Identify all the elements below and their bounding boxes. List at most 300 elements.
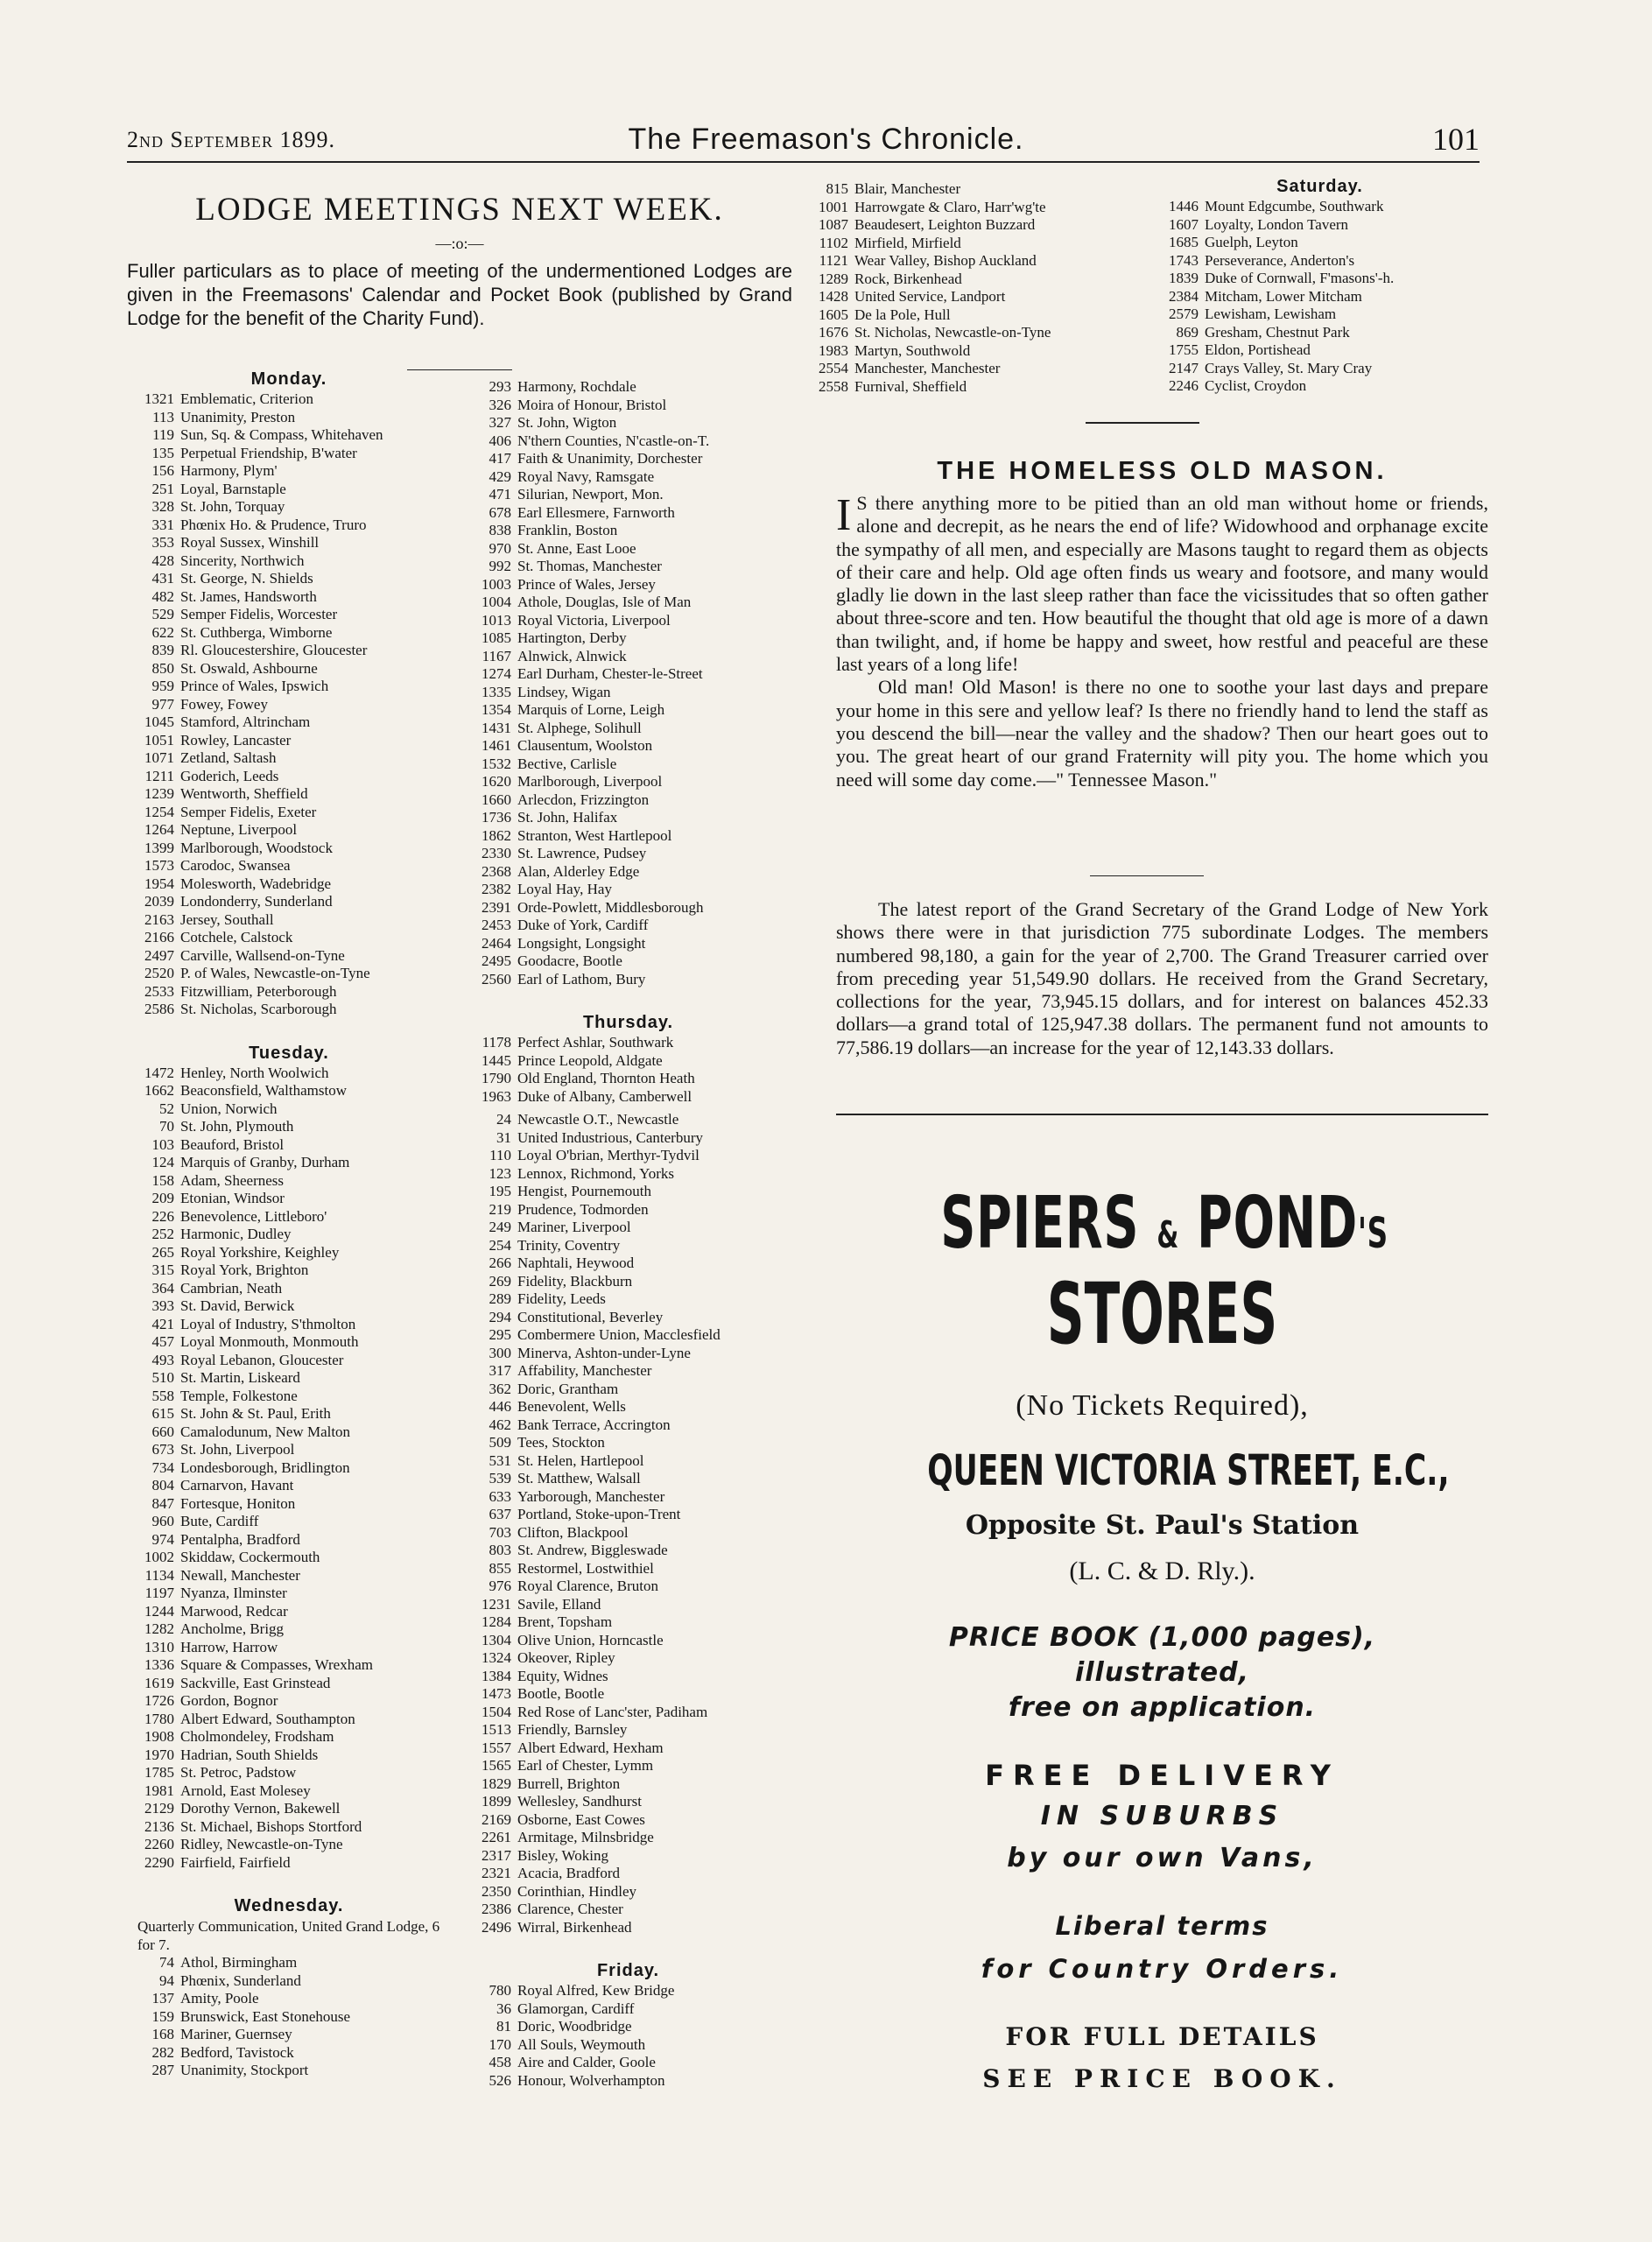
lodge-name: Royal York, Brighton — [180, 1262, 309, 1278]
lodge-number: 252 — [151, 1226, 174, 1242]
lodge-entry — [464, 2072, 792, 2091]
lodge-name: Marquis of Granby, Durham — [180, 1154, 350, 1170]
lodge-number: 113 — [152, 408, 174, 425]
lodge-entry — [464, 1070, 792, 1088]
lodge-entry — [127, 426, 451, 445]
lodge-entry — [464, 1721, 792, 1739]
lodge-name: Newall, Manchester — [180, 1566, 300, 1584]
lodge-name: Goodacre, Bootle — [517, 952, 622, 969]
lodge-name: Pentalpha, Bradford — [180, 1530, 300, 1548]
lodge-entry — [127, 768, 451, 786]
lodge-number: 1862 — [482, 826, 511, 844]
lodge-number: 2129 — [144, 1800, 174, 1817]
lodge-entry — [127, 1423, 451, 1442]
lodge-name: Zetland, Saltash — [180, 749, 277, 766]
lodge-entry — [464, 791, 792, 810]
lodge-entry — [464, 809, 792, 827]
lodge-number: 393 — [151, 1297, 174, 1314]
lodge-name: St. Nicholas, Newcastle-on-Tyne — [854, 324, 1051, 341]
lodge-name: Glamorgan, Cardiff — [517, 2000, 635, 2017]
lodge-name: Amity, Poole — [180, 1990, 259, 2007]
lodge-number: 317 — [489, 1362, 511, 1379]
lodge-number: 1211 — [144, 767, 174, 784]
lodge-number: 156 — [151, 462, 174, 479]
lodge-name: Earl Ellesmere, Farnworth — [517, 503, 675, 521]
advert-opposite: Opposite St. Paul's Station — [965, 1510, 1360, 1541]
lodge-number: 417 — [489, 450, 511, 467]
lodge-entry — [464, 1488, 792, 1507]
lodge-entry — [464, 773, 792, 791]
lodge-number: 2166 — [144, 929, 174, 945]
lodge-name: Etonian, Windsor — [180, 1190, 285, 1206]
lodge-name: Beauford, Bristol — [180, 1135, 285, 1153]
lodge-entry — [464, 1649, 792, 1668]
lodge-name: Lewisham, Lewisham — [1205, 306, 1337, 322]
lodge-number: 1399 — [144, 839, 174, 856]
lodge-entry — [127, 965, 451, 983]
lodge-entry — [127, 821, 451, 840]
lodge-number: 1472 — [144, 1064, 174, 1081]
lodge-name: Albert Edward, Hexham — [517, 1739, 664, 1756]
lodge-name: St. John & St. Paul, Erith — [180, 1405, 331, 1422]
lodge-number: 295 — [489, 1326, 511, 1343]
lodge-number: 1963 — [482, 1087, 511, 1105]
lodge-name: Goderich, Leeds — [180, 767, 279, 784]
lodge-number: 974 — [151, 1530, 174, 1548]
lodge-entry — [127, 1513, 451, 1531]
lodge-name: Combermere Union, Macclesfield — [517, 1326, 721, 1343]
lodge-name: Harmony, Rochdale — [517, 378, 636, 395]
lodge-entry — [127, 678, 451, 696]
lodge-entry — [127, 1747, 451, 1765]
lodge-entry — [127, 1954, 451, 1972]
lodge-name: Emblematic, Criterion — [180, 390, 314, 407]
lodge-name: Unanimity, Stockport — [180, 2062, 309, 2078]
lodge-name: Orde-Powlett, Middlesborough — [517, 898, 704, 916]
lodge-number: 1085 — [482, 629, 511, 646]
lodge-entry — [464, 1052, 792, 1071]
lodge-number: 2384 — [1169, 287, 1199, 305]
lodge-number: 1446 — [1169, 198, 1199, 214]
advert-free-application: free on application. — [1008, 1692, 1317, 1723]
lodge-number: 1685 — [1169, 234, 1199, 250]
lodge-number: 2497 — [144, 946, 174, 964]
lodge-name: Lindsey, Wigan — [517, 683, 611, 700]
lodge-entry — [464, 1847, 792, 1866]
lodge-number: 2350 — [482, 1882, 511, 1900]
lodge-name: Royal Clarence, Bruton — [517, 1578, 658, 1594]
lodge-number: 2464 — [482, 934, 511, 952]
lodge-name: Benevolent, Wells — [517, 1398, 626, 1415]
lodge-number: 1071 — [144, 749, 174, 766]
lodge-number: 1513 — [482, 1721, 511, 1738]
lodge-number: 1662 — [144, 1082, 174, 1099]
lodge-number: 362 — [489, 1380, 511, 1397]
lodge-number: 1045 — [144, 713, 174, 730]
lodge-name: Harmonic, Dudley — [180, 1226, 292, 1242]
lodge-number: 326 — [489, 396, 511, 413]
lodge-entry — [1151, 360, 1488, 378]
lodge-number: 81 — [496, 2018, 511, 2035]
lodge-name: Osborne, East Cowes — [517, 1810, 645, 1828]
lodge-name: Mariner, Liverpool — [517, 1219, 631, 1235]
lodge-number: 2560 — [482, 970, 511, 987]
lodge-entry — [127, 552, 451, 571]
lodge-name: Cambrian, Neath — [180, 1279, 283, 1297]
lodge-entry — [464, 1452, 792, 1471]
lodge-name: Royal Lebanon, Gloucester — [180, 1351, 344, 1368]
lodge-number: 1970 — [144, 1746, 174, 1763]
lodge-name: Aire and Calder, Goole — [517, 2054, 656, 2070]
lodge-name: Duke of York, Cardiff — [517, 917, 649, 933]
lodge-entry — [127, 1603, 451, 1621]
lodge-number: 1264 — [144, 821, 174, 838]
lodge-name: Stamford, Altrincham — [180, 713, 311, 730]
lodge-number: 251 — [151, 480, 174, 497]
lodge-entry — [1151, 216, 1488, 235]
lodge-name: Longsight, Longsight — [517, 934, 646, 952]
lodge-number: 482 — [151, 587, 174, 605]
lodge-entry — [127, 875, 451, 894]
lodge-entry — [1151, 252, 1488, 271]
lodge-name: Benevolence, Littleboro' — [180, 1207, 327, 1225]
lodge-name: Prince of Wales, Ipswich — [180, 678, 329, 694]
lodge-entry — [464, 1632, 792, 1650]
lodge-name: St. Lawrence, Pudsey — [517, 845, 647, 861]
lodge-number: 493 — [151, 1351, 174, 1368]
lodge-entry — [127, 749, 451, 768]
lodge-entry — [127, 947, 451, 966]
lodge-entry — [464, 1596, 792, 1614]
lodge-number: 637 — [489, 1506, 511, 1522]
lodge-name: Bute, Cardiff — [180, 1513, 259, 1529]
lodge-entry — [127, 445, 451, 463]
lodge-number: 1743 — [1169, 251, 1199, 269]
issue-date: 2nd September 1899. — [127, 127, 335, 152]
lodge-number: 2520 — [144, 965, 174, 981]
lodge-name: Marlborough, Liverpool — [517, 773, 663, 790]
lodge-number: 266 — [489, 1255, 511, 1271]
lodge-entry — [127, 534, 451, 552]
lodge-name: Mirfield, Mirfield — [854, 234, 961, 251]
lodge-name: Phœnix Ho. & Prudence, Truro — [180, 516, 367, 533]
friday-list — [464, 1982, 792, 2090]
lodge-entry — [464, 576, 792, 594]
lodge-number: 2554 — [819, 360, 848, 376]
lodge-name: Bootle, Bootle — [517, 1685, 605, 1702]
lodge-number: 1244 — [144, 1602, 174, 1620]
lodge-number: 1445 — [482, 1051, 511, 1069]
lodge-entry — [801, 271, 1142, 289]
lodge-entry — [127, 1764, 451, 1782]
lodge-name: St. John, Wigton — [517, 414, 617, 431]
section-divider: —:o:— — [435, 235, 484, 252]
lodge-name: Wentworth, Sheffield — [180, 785, 308, 802]
lodge-entry — [464, 1255, 792, 1273]
lodge-entry — [127, 1477, 451, 1495]
lodge-name: St. Anne, East Looe — [517, 539, 636, 557]
lodge-number: 1780 — [144, 1710, 174, 1727]
lodge-name: Harrow, Harrow — [180, 1638, 278, 1655]
lodge-name: St. Michael, Bishops Stortford — [180, 1817, 362, 1835]
lodge-entry — [127, 624, 451, 643]
article-title: THE HOMELESS OLD MASON. — [937, 457, 1388, 485]
lodge-name: Nyanza, Ilminster — [180, 1585, 287, 1601]
lodge-name: Unanimity, Preston — [180, 408, 296, 425]
header-rule — [127, 161, 1480, 163]
lodge-entry — [464, 1290, 792, 1309]
lodge-entry — [464, 2018, 792, 2036]
lodge-name: Jersey, Southall — [180, 910, 274, 928]
lodge-entry — [127, 1495, 451, 1514]
lodge-name: Londesborough, Bridlington — [180, 1458, 350, 1476]
lodge-name: Royal Navy, Ramsgate — [517, 467, 655, 485]
lodge-entry — [127, 606, 451, 624]
lodge-entry — [464, 1201, 792, 1219]
lodge-name: Loyal Hay, Hay — [517, 881, 612, 897]
lodge-number: 1002 — [144, 1549, 174, 1565]
lodge-number: 2317 — [482, 1846, 511, 1864]
lodge-entry — [127, 1244, 451, 1262]
lodge-entry — [127, 1388, 451, 1406]
lodge-number: 539 — [489, 1470, 511, 1486]
lodge-name: Camalodunum, New Malton — [180, 1423, 351, 1440]
lodge-entry — [127, 1836, 451, 1854]
lodge-name: Ancholme, Brigg — [180, 1620, 285, 1637]
lodge-number: 135 — [151, 444, 174, 461]
lodge-name: Friendly, Barnsley — [517, 1721, 628, 1738]
lodge-name: Mount Edgcumbe, Southwark — [1205, 198, 1384, 214]
lodge-number: 2169 — [482, 1810, 511, 1828]
lodge-number: 2039 — [144, 893, 174, 910]
lodge-number: 2163 — [144, 910, 174, 928]
lodge-entry — [127, 660, 451, 678]
lodge-name: Prince Leopold, Aldgate — [517, 1051, 663, 1069]
lodge-entry — [127, 1280, 451, 1298]
lodge-entry — [801, 252, 1142, 271]
lodge-number: 1785 — [144, 1764, 174, 1781]
lodge-number: 158 — [151, 1171, 174, 1189]
lodge-name: Bank Terrace, Accrington — [517, 1416, 671, 1433]
lodge-name: St. Helen, Hartlepool — [517, 1451, 644, 1469]
lodge-name: Perpetual Friendship, B'water — [180, 444, 357, 461]
lodge-name: Lennox, Richmond, Yorks — [517, 1164, 674, 1182]
lodge-entry — [1151, 341, 1488, 360]
lodge-number: 74 — [159, 1954, 174, 1971]
lodge-entry — [464, 863, 792, 882]
lodge-name: Fairfield, Fairfield — [180, 1853, 291, 1871]
lodge-entry — [464, 971, 792, 989]
lodge-entry — [464, 737, 792, 756]
lodge-number: 52 — [159, 1100, 174, 1117]
lodge-name: Marwood, Redcar — [180, 1602, 288, 1620]
lodge-number: 2579 — [1169, 306, 1199, 322]
lodge-entry — [127, 390, 451, 409]
lodge-entry — [464, 917, 792, 935]
lodge-name: Sun, Sq. & Compass, Whitehaven — [180, 426, 383, 443]
lodge-entry — [127, 1001, 451, 1019]
lodge-name: St. John, Plymouth — [180, 1118, 294, 1135]
lodge-number: 406 — [489, 432, 511, 449]
lodge-name: All Souls, Weymouth — [517, 2035, 646, 2053]
thursday-list — [464, 1034, 792, 1106]
lodge-number: 1178 — [482, 1034, 511, 1051]
lodge-number: 673 — [151, 1441, 174, 1458]
lodge-name: Wear Valley, Bishop Auckland — [854, 252, 1037, 269]
lodge-entry — [801, 199, 1142, 217]
lodge-number: 526 — [489, 2071, 511, 2089]
lodge-name: Square & Compasses, Wrexham — [180, 1656, 373, 1673]
lodge-entry — [127, 1208, 451, 1226]
lodge-number: 803 — [489, 1542, 511, 1558]
lodge-name: Carodoc, Swansea — [180, 857, 291, 874]
lodge-number: 2261 — [482, 1829, 511, 1845]
lodge-column-d — [1151, 175, 1488, 396]
lodge-name: Affability, Manchester — [517, 1362, 652, 1379]
lodge-number: 1282 — [144, 1620, 174, 1637]
lodge-entry — [464, 935, 792, 953]
lodge-number: 1289 — [819, 270, 848, 287]
lodge-number: 855 — [489, 1559, 511, 1577]
lodge-name: Guelph, Leyton — [1205, 234, 1298, 250]
lodge-entry — [127, 1972, 451, 1991]
advert-top-rule — [836, 1114, 1488, 1115]
lodge-name: N'thern Counties, N'castle-on-T. — [517, 432, 710, 449]
lodge-name: Perseverance, Anderton's — [1205, 251, 1355, 269]
lodge-entry — [464, 899, 792, 917]
lists-rule — [1086, 422, 1199, 424]
lodge-entry — [464, 1326, 792, 1345]
lodge-entry — [464, 612, 792, 630]
lodge-number: 1619 — [144, 1674, 174, 1691]
lodge-name: Fowey, Fowey — [180, 695, 268, 713]
lodge-name: Bisley, Woking — [517, 1846, 608, 1864]
lodge-name: Arnold, East Molesey — [180, 1782, 311, 1799]
lodge-entry — [464, 648, 792, 666]
advert-stores: STORES — [1046, 1265, 1278, 1363]
lodge-number: 24 — [496, 1111, 511, 1128]
lodge-entry — [127, 1800, 451, 1818]
lodge-name: St. Oswald, Ashbourne — [180, 659, 318, 677]
lodge-name: Prince of Wales, Jersey — [517, 575, 656, 593]
lodge-name: Savile, Elland — [517, 1595, 601, 1613]
lodge-entry — [127, 2026, 451, 2044]
lodge-number: 1829 — [482, 1775, 511, 1792]
lodge-name: Loyal O'brian, Merthyr-Tydvil — [517, 1147, 699, 1163]
lodge-name: Gordon, Bognor — [180, 1692, 278, 1709]
page-number: 101 — [1432, 122, 1480, 157]
lodge-number: 2495 — [482, 952, 511, 969]
lodge-number: 678 — [489, 503, 511, 521]
lodge-entry — [127, 498, 451, 517]
lodge-entry — [127, 481, 451, 499]
lodge-entry — [464, 1165, 792, 1184]
lodge-entry — [127, 1459, 451, 1478]
lodge-number: 1231 — [482, 1595, 511, 1613]
lodge-name: St. Petroc, Padstow — [180, 1764, 297, 1781]
lodge-entry — [464, 1811, 792, 1830]
lodge-number: 622 — [151, 623, 174, 641]
lodge-number: 1335 — [482, 683, 511, 700]
lodge-entry — [464, 2054, 792, 2072]
wednesday-list-b — [464, 1111, 792, 1936]
lodge-number: 509 — [489, 1434, 511, 1451]
lodge-number: 633 — [489, 1487, 511, 1505]
lodge-entry — [464, 1147, 792, 1165]
lodge-entry — [464, 1578, 792, 1596]
lodge-name: Bedford, Tavistock — [180, 2043, 294, 2061]
day-heading-thursday: Thursday. — [582, 1013, 674, 1032]
lodge-entry — [801, 216, 1142, 235]
lodge-number: 959 — [151, 678, 174, 694]
lodge-entry — [464, 827, 792, 846]
lodge-name: Cyclist, Croydon — [1205, 377, 1307, 394]
advert-own-vans: by our own Vans, — [1007, 1843, 1318, 1873]
lodge-number: 1473 — [482, 1685, 511, 1702]
lodge-name: St. Martin, Liskeard — [180, 1369, 300, 1386]
lodge-number: 2586 — [144, 1001, 174, 1017]
lodge-name: Marlborough, Woodstock — [180, 839, 333, 856]
lodge-name: Carnarvon, Havant — [180, 1477, 294, 1493]
lodge-number: 660 — [151, 1423, 174, 1440]
lodge-entry — [464, 397, 792, 415]
monday-list-continued — [464, 378, 792, 988]
lodge-name: Brunswick, East Stonehouse — [180, 2007, 351, 2025]
lodge-number: 960 — [151, 1513, 174, 1529]
lodge-entry — [127, 785, 451, 804]
lodge-number: 315 — [151, 1262, 174, 1278]
lodge-entry — [127, 1136, 451, 1155]
advert-liberal-terms: Liberal terms — [1055, 1911, 1269, 1941]
lodge-number: 734 — [151, 1458, 174, 1476]
lodge-name: Loyal Monmouth, Monmouth — [180, 1333, 359, 1350]
day-heading-saturday: Saturday. — [1276, 177, 1363, 196]
lodge-name: Rl. Gloucestershire, Gloucester — [180, 642, 368, 658]
lodge-entry — [127, 462, 451, 481]
lodge-number: 249 — [489, 1219, 511, 1235]
lodge-number: 1003 — [482, 575, 511, 593]
lodge-entry — [127, 1818, 451, 1837]
wednesday-note: Quarterly Communication, United Grand Lodge, 6 for 7. — [137, 1918, 440, 1953]
lodge-number: 558 — [151, 1387, 174, 1404]
advert-see-price-book: SEE PRICE BOOK. — [982, 2064, 1342, 2093]
lodge-name: Sackville, East Grinstead — [180, 1674, 331, 1691]
lodge-name: St. Andrew, Biggleswade — [517, 1542, 668, 1558]
lodge-name: Armitage, Milnsbridge — [517, 1829, 654, 1845]
lodge-number: 970 — [489, 539, 511, 557]
lodge-number: 170 — [489, 2035, 511, 2053]
lodge-entry — [464, 1506, 792, 1524]
lodge-entry — [127, 1782, 451, 1801]
lodge-entry — [127, 570, 451, 588]
lodge-entry — [127, 1639, 451, 1657]
lodge-number: 1087 — [819, 216, 848, 233]
lodge-column-c — [801, 180, 1142, 396]
lodge-number: 1620 — [482, 773, 511, 790]
lodge-name: St. Alphege, Solihull — [517, 719, 642, 736]
lodge-number: 103 — [151, 1135, 174, 1153]
lodge-number: 850 — [151, 659, 174, 677]
lodge-number: 159 — [151, 2007, 174, 2025]
lodge-entry — [1151, 324, 1488, 342]
lodge-entry — [464, 378, 792, 397]
lodge-number: 839 — [151, 642, 174, 658]
lodge-number: 428 — [151, 552, 174, 569]
lodge-number: 1839 — [1169, 270, 1199, 286]
lodge-entry — [464, 1416, 792, 1435]
lodge-number: 1121 — [819, 252, 848, 269]
advert-illustrated: illustrated, — [1074, 1657, 1249, 1688]
